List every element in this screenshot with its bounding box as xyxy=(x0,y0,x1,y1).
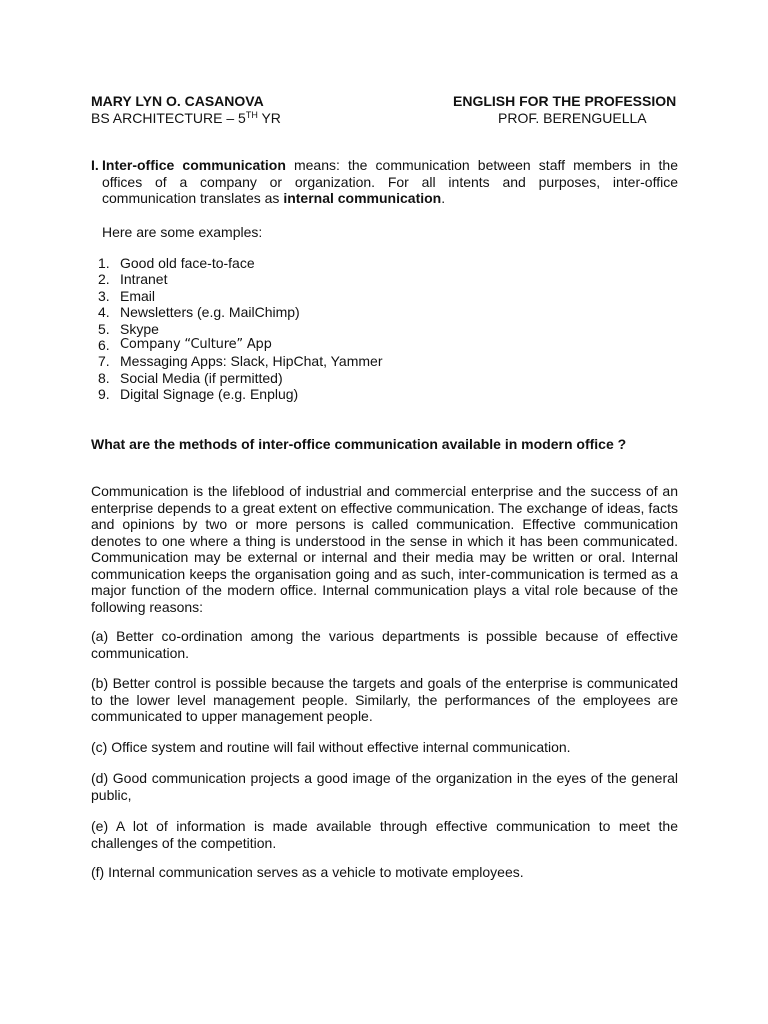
list-item xyxy=(98,255,383,271)
list-number: 1. xyxy=(98,255,110,271)
program-suffix: YR xyxy=(257,109,281,126)
list-number: 8. xyxy=(98,369,110,386)
definition-text: means: the communication between staff members in the offices of a company or organization. For all intents and purposes, inter-office communication translates as xyxy=(102,157,678,206)
course-block xyxy=(453,93,676,126)
program-line xyxy=(91,110,281,127)
list-number: 6. xyxy=(98,336,110,353)
list-text: Digital Signage (e.g. Enplug) xyxy=(120,386,299,403)
list-number: 3. xyxy=(98,287,110,304)
definition-paragraph xyxy=(102,157,678,207)
list-text: Good old face-to-face xyxy=(120,255,255,271)
list-number: 4. xyxy=(98,304,110,321)
list-text: Intranet xyxy=(120,271,168,288)
list-number: 5. xyxy=(98,320,110,337)
examples-lead: Here are some examples: xyxy=(102,224,263,240)
definition-end: . xyxy=(441,190,446,206)
list-text: Skype xyxy=(120,320,159,337)
section-numeral: I. xyxy=(91,157,99,173)
reason-c: (c) Office system and routine will fail without effective internal communication. xyxy=(91,739,571,755)
list-item xyxy=(98,304,383,320)
list-number: 9. xyxy=(98,386,110,403)
list-item xyxy=(98,288,383,304)
list-item xyxy=(98,321,383,337)
author-block xyxy=(91,93,281,126)
list-text: Company “Culture” App xyxy=(120,336,272,352)
list-item xyxy=(98,337,383,353)
course-title: ENGLISH FOR THE PROFESSION xyxy=(453,93,677,109)
program-superscript: TH xyxy=(245,109,258,120)
list-item xyxy=(98,353,383,369)
list-number: 7. xyxy=(98,353,110,370)
reason-b: (b) Better control is possible because the targets and goals of the enterprise is communicated to the lower level management people. Similarly, the performances of the employees are communicated to upper management people. xyxy=(91,675,678,724)
program-prefix: BS ARCHITECTURE – 5 xyxy=(91,109,246,126)
definition-term: Inter-office communication xyxy=(102,157,286,173)
list-item xyxy=(98,370,383,386)
author-name: MARY LYN O. CASANOVA xyxy=(91,93,264,109)
reason-f: (f) Internal communication serves as a vehicle to motivate employees. xyxy=(91,864,524,880)
reason-d: (d) Good communication projects a good image of the organization in the eyes of the general public, xyxy=(91,770,678,803)
section-question: What are the methods of inter-office communication available in modern office ? xyxy=(91,436,627,452)
body-paragraph-main: Communication is the lifeblood of industrial and commercial enterprise and the success of an enterprise depends to a great extent on effective communication. The exchange of ideas, facts and opinions by two or more persons is called communication. Effective communication denotes to one where a thing is understood in the sense in which it has been communicated. Communication may be external or internal and their media may be written or oral. Internal communication keeps the organisation going and as such, inter-communication is termed as a major function of the modern office. Internal communication plays a vital role because of the following reasons: xyxy=(91,483,678,615)
list-text: Social Media (if permitted) xyxy=(120,369,283,386)
examples-list xyxy=(98,255,383,403)
professor-name: PROF. BERENGUELLA xyxy=(498,109,647,126)
list-text: Email xyxy=(120,287,156,304)
list-item xyxy=(98,271,383,287)
list-text: Messaging Apps: Slack, HipChat, Yammer xyxy=(120,353,383,370)
reason-e: (e) A lot of information is made available through effective communication to meet the challenges of the competition. xyxy=(91,818,678,851)
reason-a: (a) Better co-ordination among the various departments is possible because of effective communication. xyxy=(91,628,678,661)
list-number: 2. xyxy=(98,271,110,288)
list-text: Newsletters (e.g. MailChimp) xyxy=(120,304,300,321)
translated-term: internal communication xyxy=(283,190,442,206)
list-item xyxy=(98,386,383,402)
